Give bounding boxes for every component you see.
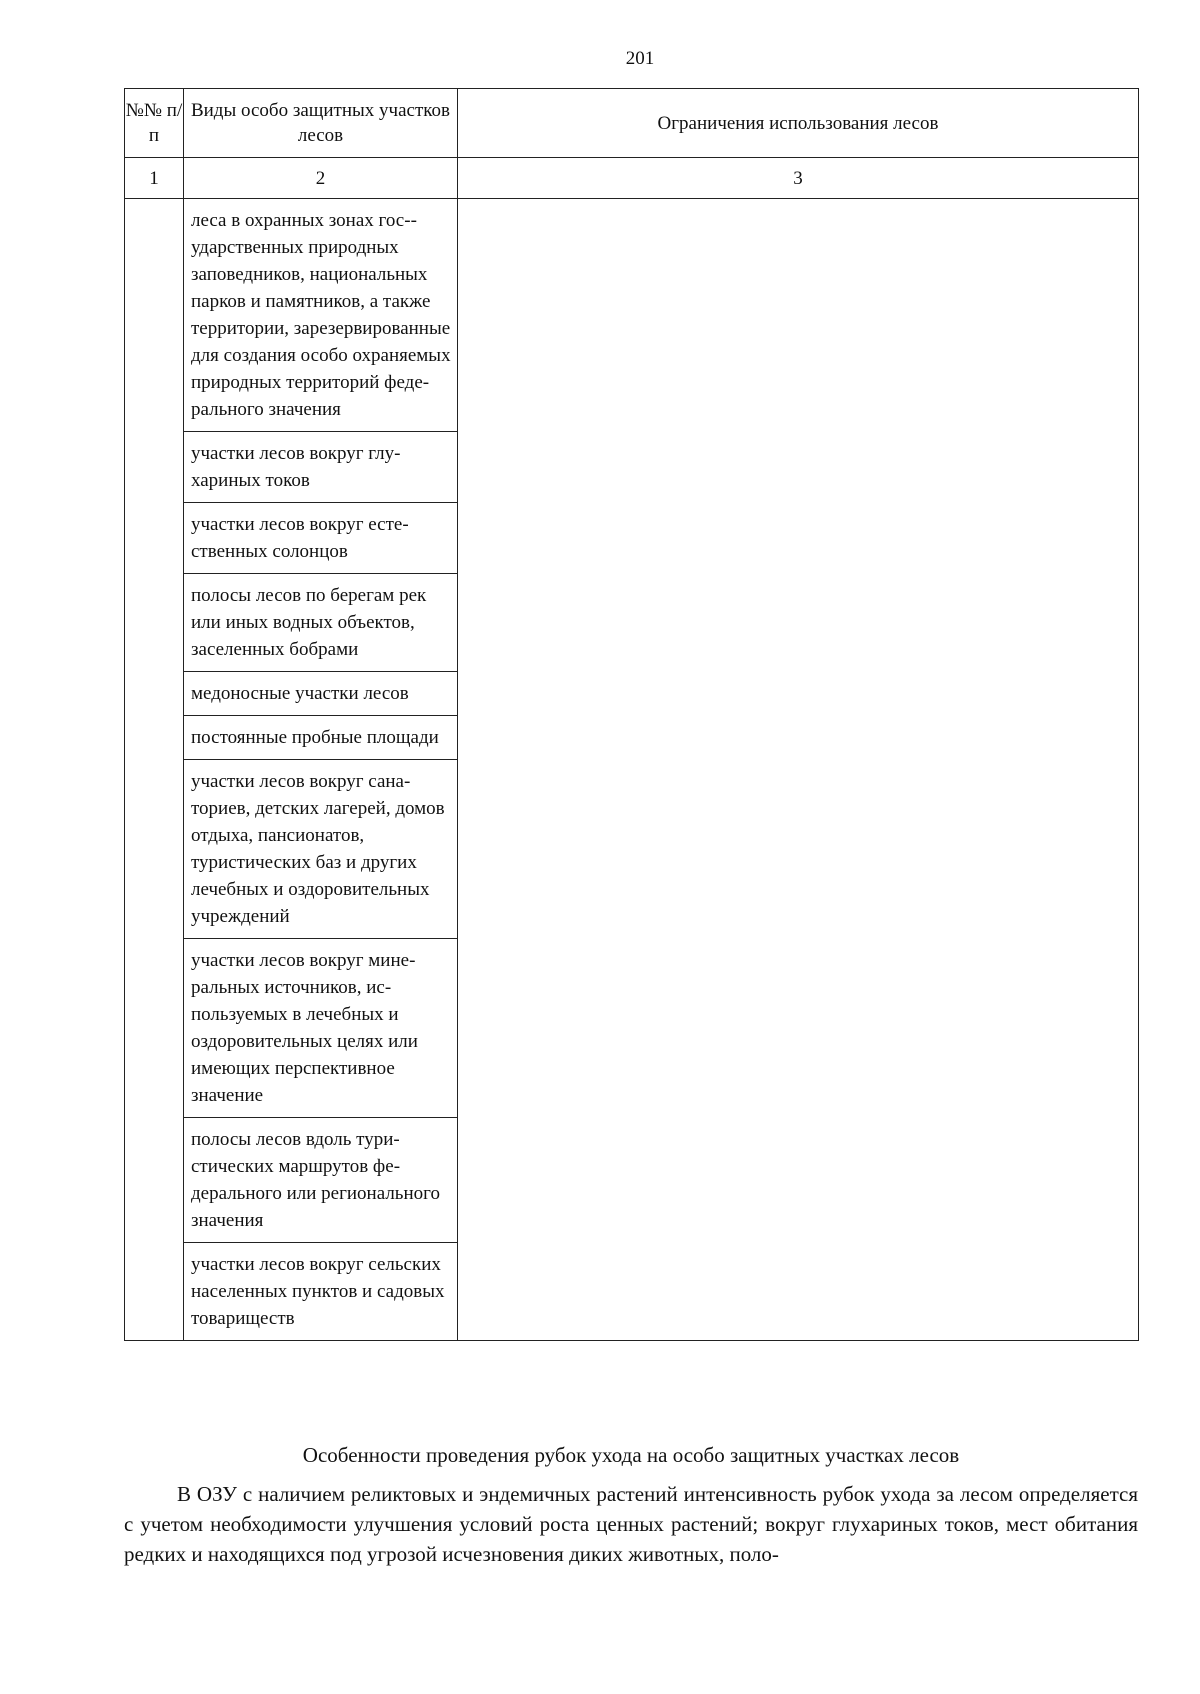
column-number-3: 3 [458,158,1139,199]
list-item: участки лесов вокруг сельских населенных пунктов и садовых товариществ [191,1254,445,1329]
page-number: 201 [625,48,655,69]
list-item: полосы лесов по берегам рек или иных водных объектов, заселенных бобрами [184,574,457,672]
table-body-row [125,199,1139,1341]
column-number-1: 1 [125,158,184,199]
list-item: участки лесов вокруг санаториев, детских лагерей, домов отдыха, пансионатов, туристических баз и других лечебных и оздоровительных учреждений [184,760,457,939]
list-item: леса в охранных зонах гос-ударственных природных заповедников, национальных парков и памятников, а также территории, зарезервированные для создания особо охраняемых природных территорий федерального значения [184,199,457,432]
header-kinds: Виды особо защитных участков лесов [184,89,458,158]
forest-restrictions-table [124,88,1139,1341]
column-numbers-row [125,158,1139,199]
restrictions-cell [458,199,1139,1341]
list-item: участки лесов вокруг глухариных токов [184,432,457,503]
column-number-2: 2 [184,158,458,199]
kinds-cell [184,199,458,1341]
kinds-list [184,199,457,1340]
table-header-row [125,89,1139,158]
list-item: медоносные участки лесов [184,672,457,716]
header-number: №№ п/п [125,89,184,158]
number-cell [125,199,184,1341]
list-item: полосы лесов вдоль туристических маршрутов федерального или регионального значения [184,1118,457,1243]
header-restrictions: Ограничения использования лесов [458,89,1139,158]
list-item: участки лесов вокруг минеральных источников, используемых в лечебных и оздоровительных целях или имеющих перспективное значение [184,939,457,1118]
body-paragraph: В ОЗУ с наличием реликтовых и эндемичных растений интенсивность рубок ухода за лесом определяется с учетом необходимости улучшения условий роста ценных растений; вокруг глухариных токов, мест обитания редких и находящихся под угрозой исчезновения диких животных, поло- [124,1482,1138,1566]
list-item: постоянные пробные площади [184,716,457,760]
list-item: участки лесов вокруг естественных солонцов [184,503,457,574]
section-heading: Особенности проведения рубок ухода на особо защитных участках лесов [302,1443,960,1467]
